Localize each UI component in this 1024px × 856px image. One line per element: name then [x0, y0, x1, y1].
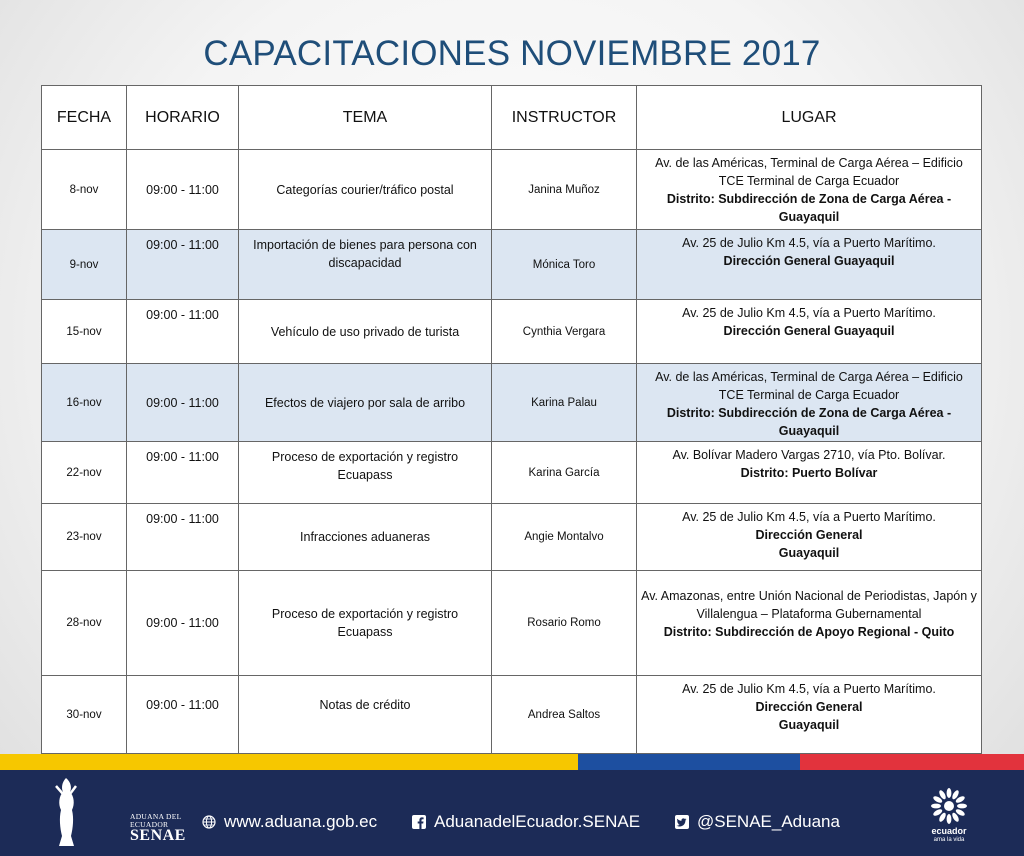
- cell-horario: 09:00 - 11:00: [127, 230, 239, 300]
- table-row: [42, 676, 982, 754]
- cell-lugar: [637, 300, 982, 364]
- cell-tema: Importación de bienes para persona con discapacidad: [239, 230, 492, 300]
- cell-tema: Notas de crédito: [239, 676, 492, 754]
- lugar-address: Av. 25 de Julio Km 4.5, vía a Puerto Marítimo.: [682, 682, 936, 696]
- lugar-district: Dirección General Guayaquil: [755, 700, 863, 732]
- cell-fecha: 9-nov: [42, 230, 127, 300]
- cell-instructor: Rosario Romo: [492, 571, 637, 676]
- ecuador-sun-icon: [918, 786, 980, 828]
- table-row: [42, 364, 982, 442]
- lugar-address: Av. 25 de Julio Km 4.5, vía a Puerto Marítimo.: [682, 236, 936, 250]
- twitter-link[interactable]: [675, 812, 840, 832]
- logo-line1: ADUANA DEL: [130, 812, 182, 821]
- lugar-district: Dirección General Guayaquil: [723, 324, 895, 338]
- cell-horario: 09:00 - 11:00: [127, 571, 239, 676]
- lugar-district: Distrito: Subdirección de Zona de Carga Aérea - Guayaquil: [666, 192, 952, 224]
- cell-tema: Proceso de exportación y registro Ecuapass: [239, 571, 492, 676]
- table-row: [42, 150, 982, 230]
- logo-line2: ECUADOR: [130, 819, 169, 829]
- lugar-district: Distrito: Subdirección de Apoyo Regional - Quito: [663, 625, 955, 639]
- table-header-row: [42, 86, 982, 150]
- cell-horario: 09:00 - 11:00: [127, 504, 239, 571]
- header-fecha: FECHA: [42, 86, 127, 150]
- cell-lugar: [637, 442, 982, 504]
- table-row: [42, 230, 982, 300]
- cell-fecha: 28-nov: [42, 571, 127, 676]
- header-horario: HORARIO: [127, 86, 239, 150]
- header-tema: TEMA: [239, 86, 492, 150]
- aduana-logo-text: [130, 813, 186, 844]
- cell-fecha: 23-nov: [42, 504, 127, 571]
- lugar-district: Dirección General Guayaquil: [723, 254, 895, 268]
- cell-tema: Efectos de viajero por sala de arribo: [239, 364, 492, 442]
- cell-horario: 09:00 - 11:00: [127, 300, 239, 364]
- footer: [0, 770, 1024, 856]
- cell-horario: 09:00 - 11:00: [127, 364, 239, 442]
- stripe-blue: [578, 754, 800, 770]
- cell-horario: 09:00 - 11:00: [127, 676, 239, 754]
- page-title: CAPACITACIONES NOVIEMBRE 2017: [203, 34, 821, 73]
- aduana-figure-icon: [52, 776, 82, 848]
- lugar-district: Distrito: Subdirección de Zona de Carga Aérea - Guayaquil: [666, 406, 952, 438]
- cell-lugar: [637, 676, 982, 754]
- cell-tema: Proceso de exportación y registro Ecuapass: [239, 442, 492, 504]
- header-instructor: INSTRUCTOR: [492, 86, 637, 150]
- ecuador-logo-name: ecuador: [931, 826, 967, 836]
- cell-instructor: Angie Montalvo: [492, 504, 637, 571]
- ecuador-logo-tagline: ama la vida: [933, 837, 965, 843]
- facebook-text: AduanadelEcuador.SENAE: [434, 812, 641, 831]
- cell-horario: 09:00 - 11:00: [127, 150, 239, 230]
- lugar-district: Dirección General Guayaquil: [755, 528, 863, 560]
- website-link[interactable]: [202, 812, 377, 832]
- lugar-address: Av. de las Américas, Terminal de Carga Aérea – Edificio TCE Terminal de Carga Ecuador: [655, 156, 963, 188]
- lugar-district: Distrito: Puerto Bolívar: [740, 466, 878, 480]
- facebook-icon: [412, 815, 426, 829]
- lugar-address: Av. 25 de Julio Km 4.5, vía a Puerto Marítimo.: [682, 510, 936, 524]
- cell-fecha: 30-nov: [42, 676, 127, 754]
- cell-instructor: Andrea Saltos: [492, 676, 637, 754]
- table-row: [42, 504, 982, 571]
- cell-fecha: 22-nov: [42, 442, 127, 504]
- stripe-red: [800, 754, 1024, 770]
- table-row: [42, 442, 982, 504]
- cell-lugar: [637, 504, 982, 571]
- cell-lugar: [637, 571, 982, 676]
- schedule-table: [41, 85, 982, 754]
- lugar-address: Av. Amazonas, entre Unión Nacional de Periodistas, Japón y Villalengua – Plataforma Gubernamental: [641, 589, 977, 621]
- cell-fecha: 8-nov: [42, 150, 127, 230]
- cell-tema: Vehículo de uso privado de turista: [239, 300, 492, 364]
- cell-lugar: [637, 150, 982, 230]
- cell-instructor: Mónica Toro: [492, 230, 637, 300]
- globe-icon: [202, 815, 216, 829]
- facebook-link[interactable]: [412, 812, 640, 832]
- cell-instructor: Karina Palau: [492, 364, 637, 442]
- cell-fecha: 16-nov: [42, 364, 127, 442]
- cell-lugar: [637, 230, 982, 300]
- aduana-logo: [52, 776, 186, 852]
- ecuador-logo: [918, 786, 980, 848]
- lugar-address: Av. Bolívar Madero Vargas 2710, vía Pto. Bolívar.: [672, 448, 946, 462]
- cell-instructor: Karina García: [492, 442, 637, 504]
- header-lugar: LUGAR: [637, 86, 982, 150]
- cell-instructor: Janina Muñoz: [492, 150, 637, 230]
- website-text: www.aduana.gob.ec: [224, 812, 378, 831]
- table-row: [42, 571, 982, 676]
- twitter-text: @SENAE_Aduana: [697, 812, 840, 831]
- cell-fecha: 15-nov: [42, 300, 127, 364]
- lugar-address: Av. de las Américas, Terminal de Carga Aérea – Edificio TCE Terminal de Carga Ecuador: [655, 370, 963, 402]
- table-row: [42, 300, 982, 364]
- cell-horario: 09:00 - 11:00: [127, 442, 239, 504]
- logo-line3: SENAE: [130, 827, 186, 844]
- cell-tema: Categorías courier/tráfico postal: [239, 150, 492, 230]
- twitter-icon: [675, 815, 689, 829]
- lugar-address: Av. 25 de Julio Km 4.5, vía a Puerto Marítimo.: [682, 306, 936, 320]
- stripe-yellow: [0, 754, 578, 770]
- cell-instructor: Cynthia Vergara: [492, 300, 637, 364]
- cell-tema: Infracciones aduaneras: [239, 504, 492, 571]
- cell-lugar: [637, 364, 982, 442]
